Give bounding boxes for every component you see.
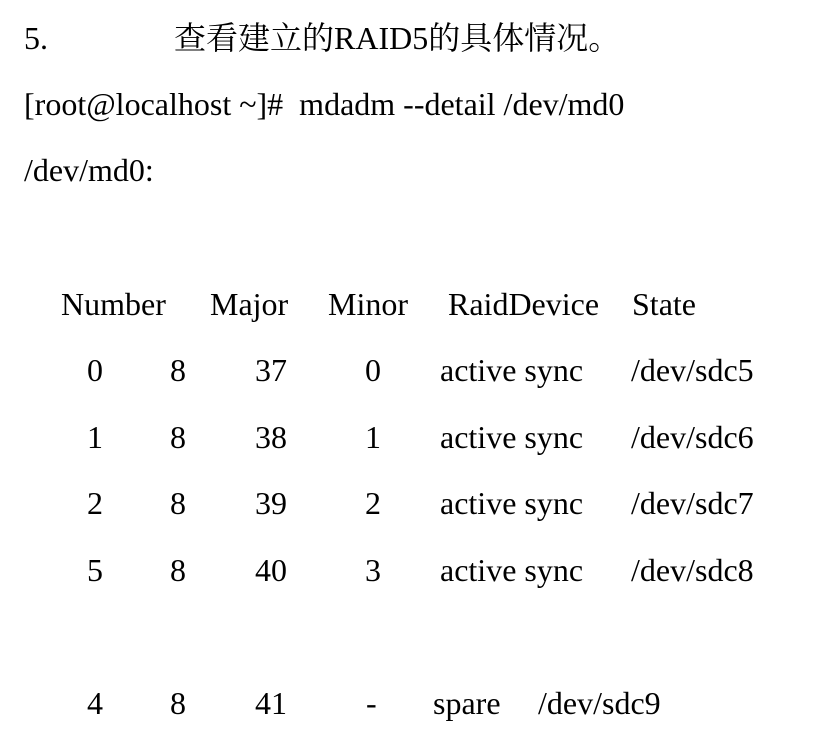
cell-number: 2: [87, 485, 103, 521]
cell-major: 8: [170, 685, 186, 721]
step-number: 5.: [24, 20, 48, 56]
cell-number: 4: [87, 685, 103, 721]
cell-device: /dev/sdc8: [631, 552, 754, 588]
cell-state: active sync: [440, 419, 584, 455]
cell-major: 8: [170, 552, 186, 588]
cell-device: /dev/sdc7: [631, 485, 754, 521]
cell-number: 0: [87, 352, 103, 388]
cell-minor: 38: [255, 419, 287, 455]
cell-major: 8: [170, 419, 186, 455]
cell-state: spare: [433, 685, 501, 721]
command-line: [root@localhost ~]# mdadm --detail /dev/md0: [24, 86, 625, 122]
cell-minor: 40: [255, 552, 287, 588]
step-title: 查看建立的RAID5的具体情况。: [174, 20, 621, 56]
cell-major: 8: [170, 352, 186, 388]
header-minor: Minor: [328, 286, 408, 322]
cell-number: 5: [87, 552, 103, 588]
cell-device: /dev/sdc9: [538, 685, 661, 721]
cell-device: /dev/sdc6: [631, 419, 754, 455]
cell-raiddevice: 3: [365, 552, 381, 588]
cell-major: 8: [170, 485, 186, 521]
cell-state: active sync: [440, 485, 584, 521]
cell-state: active sync: [440, 352, 584, 388]
cell-raiddevice: 1: [365, 419, 381, 455]
cell-minor: 39: [255, 485, 287, 521]
cell-raiddevice: -: [366, 685, 377, 721]
header-raiddevice: RaidDevice: [448, 286, 600, 322]
device-label: /dev/md0:: [24, 152, 154, 188]
cell-number: 1: [87, 419, 103, 455]
header-number: Number: [61, 286, 166, 322]
cell-minor: 41: [255, 685, 287, 721]
cell-raiddevice: 0: [365, 352, 381, 388]
cell-raiddevice: 2: [365, 485, 381, 521]
cell-state: active sync: [440, 552, 584, 588]
cell-minor: 37: [255, 352, 287, 388]
header-state: State: [632, 286, 696, 322]
cell-device: /dev/sdc5: [631, 352, 754, 388]
header-major: Major: [210, 286, 289, 322]
